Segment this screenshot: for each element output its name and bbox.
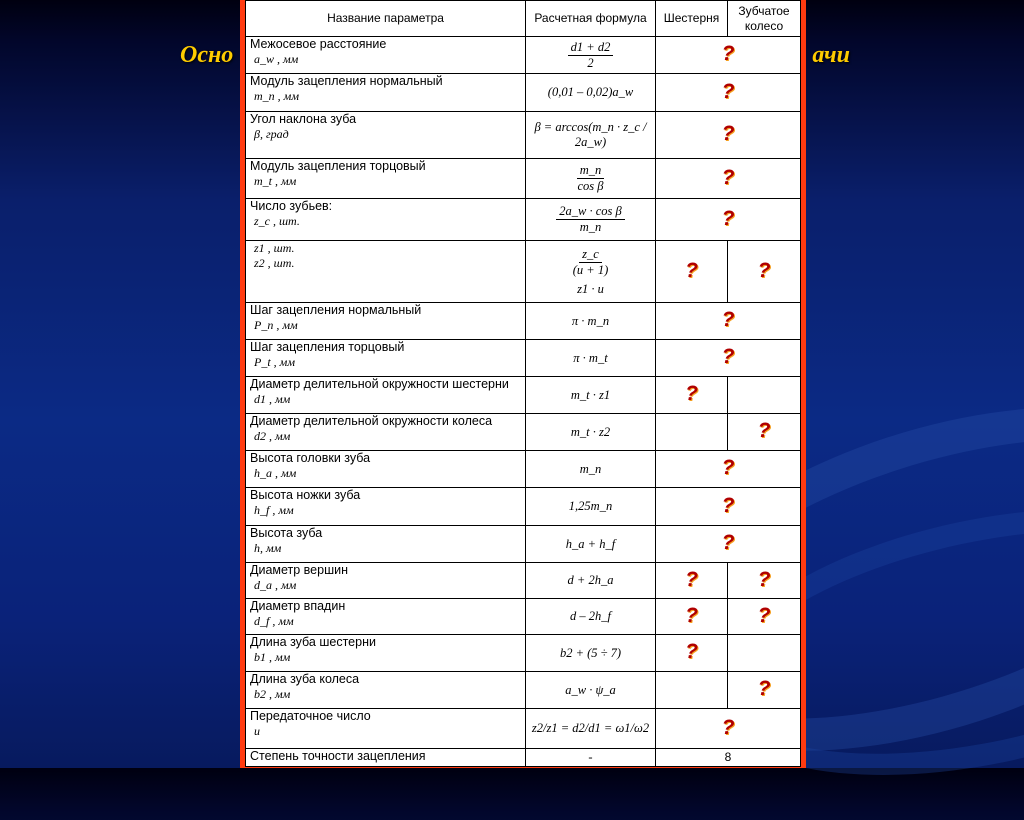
parameter-name: Модуль зацепления торцовый (250, 159, 426, 173)
parameter-cell (246, 159, 526, 199)
parameter-name: Диаметр вершин (250, 563, 348, 577)
formula-text: 1,25m_n (568, 499, 613, 513)
parameter-cell (246, 377, 526, 414)
parameter-unit: m_n , мм (254, 89, 299, 103)
answer-cell-gear (728, 672, 801, 709)
table-row (246, 199, 801, 241)
answer-cell-gear (728, 635, 801, 672)
formula-cell (526, 159, 656, 199)
parameter-cell (246, 709, 526, 749)
table-row (246, 112, 801, 159)
formula-fraction (573, 247, 609, 278)
formula-cell (526, 112, 656, 159)
formula-denominator: m_n (579, 220, 602, 234)
parameter-unit: β, град (254, 127, 289, 141)
slide-title-right: ачи (812, 42, 850, 68)
formula-numerator: 2a_w · cos β (556, 204, 624, 220)
parameters-sheet (240, 0, 806, 768)
parameter-cell (246, 488, 526, 526)
table-row (246, 635, 801, 672)
table-row (246, 749, 801, 767)
formula-text: b2 + (5 ÷ 7) (559, 645, 622, 660)
formula-numerator: d1 + d2 (568, 40, 614, 56)
formula-extra: z1 · u (577, 281, 604, 296)
question-mark-icon: ? (757, 258, 771, 282)
formula-cell (526, 451, 656, 488)
parameter-cell (246, 340, 526, 377)
formula-text: m_n (579, 461, 602, 476)
header-formula: Расчетная формула (526, 1, 656, 37)
formula-text: - (588, 750, 593, 764)
parameter-unit: b1 , мм (254, 650, 291, 664)
question-mark-icon: ? (757, 567, 771, 591)
parameter-cell (246, 112, 526, 159)
header-gear-wheel: Зубчатое колесо (728, 1, 801, 37)
parameter-name: Длина зуба шестерни (250, 635, 376, 649)
answer-cell-merged (656, 709, 801, 749)
parameter-unit: d2 , мм (254, 429, 291, 443)
formula-cell (526, 709, 656, 749)
answer-cell-pinion (656, 241, 728, 303)
answer-cell-gear (728, 599, 801, 635)
parameter-unit: z_c , шт. (254, 214, 300, 228)
answer-cell-merged (656, 199, 801, 241)
answer-cell-gear (728, 414, 801, 451)
parameter-cell (246, 37, 526, 74)
formula-cell (526, 635, 656, 672)
question-mark-icon: ? (685, 567, 698, 591)
table-row (246, 159, 801, 199)
table-row (246, 709, 801, 749)
parameter-cell (246, 526, 526, 563)
answer-cell-pinion (656, 635, 728, 672)
answer-cell-gear (728, 377, 801, 414)
header-parameter-name: Название параметра (246, 1, 526, 37)
formula-fraction (577, 163, 605, 194)
formula-text: π · m_t (573, 350, 608, 365)
slide-title-left: Осно (180, 42, 234, 68)
table-row (246, 241, 801, 303)
question-mark-icon: ? (757, 603, 771, 627)
formula-cell (526, 74, 656, 112)
parameter-unit: z2 , шт. (254, 256, 295, 270)
answer-cell-merged (656, 488, 801, 526)
parameter-cell (246, 563, 526, 599)
formula-cell (526, 241, 656, 303)
answer-cell-pinion (656, 599, 728, 635)
parameter-unit: b2 , мм (254, 687, 291, 701)
formula-cell (526, 526, 656, 563)
formula-text: m_t · z2 (570, 424, 611, 439)
table-row (246, 526, 801, 563)
question-mark-icon: ? (685, 258, 698, 282)
answer-cell-merged (656, 340, 801, 377)
formula-text: π · m_n (571, 313, 610, 328)
parameter-name: Диаметр делительной окружности колеса (250, 414, 493, 428)
parameter-name: Межосевое расстояние (250, 37, 387, 51)
table-row (246, 37, 801, 74)
formula-cell (526, 749, 656, 767)
table-row (246, 340, 801, 377)
gear-parameters-table (245, 0, 801, 767)
parameter-name: Диаметр делительной окружности шестерни (250, 377, 509, 391)
parameter-cell (246, 199, 526, 241)
parameter-name: Передаточное число (250, 709, 371, 723)
parameter-cell (246, 599, 526, 635)
parameter-unit: h_f , мм (254, 503, 294, 517)
parameter-name: Степень точности зацепления (250, 749, 426, 763)
answer-cell-gear (728, 241, 801, 303)
formula-cell (526, 563, 656, 599)
table-row (246, 451, 801, 488)
parameter-cell (246, 414, 526, 451)
parameter-unit: h, мм (254, 541, 282, 555)
answer-cell-merged (656, 303, 801, 340)
answer-cell-merged (656, 526, 801, 563)
parameter-unit: d_a , мм (254, 578, 297, 592)
answer-cell-merged (656, 112, 801, 159)
question-mark-icon: ? (721, 79, 735, 103)
question-mark-icon: ? (721, 715, 735, 739)
parameter-name: Шаг зацепления нормальный (250, 303, 422, 317)
parameter-cell (246, 303, 526, 340)
question-mark-icon: ? (721, 122, 735, 145)
formula-text: m_t · z1 (570, 387, 611, 402)
parameter-name: Число зубьев: (250, 199, 333, 213)
formula-numerator: m_n (577, 163, 605, 179)
question-mark-icon: ? (685, 640, 698, 663)
formula-denominator: (u + 1) (572, 262, 609, 277)
parameter-cell (246, 635, 526, 672)
table-row (246, 599, 801, 635)
formula-text: β = arccos(m_n · z_c / 2a_w) (534, 120, 647, 149)
table-row (246, 414, 801, 451)
formula-text: (0,01 – 0,02)a_w (547, 85, 634, 99)
answer-cell-pinion (656, 672, 728, 709)
formula-text: h_a + h_f (565, 536, 616, 551)
formula-cell (526, 340, 656, 377)
table-row (246, 74, 801, 112)
answer-cell-merged (656, 451, 801, 488)
answer-cell-pinion (656, 377, 728, 414)
header-pinion: Шестерня (656, 1, 728, 37)
parameter-name: Высота зуба (250, 526, 323, 540)
question-mark-icon: ? (721, 456, 735, 479)
formula-cell (526, 199, 656, 241)
formula-text: d – 2h_f (570, 609, 611, 623)
question-mark-icon: ? (721, 345, 735, 368)
answer-cell-merged (656, 37, 801, 74)
parameter-cell (246, 749, 526, 767)
formula-cell (526, 303, 656, 340)
parameter-cell (246, 74, 526, 112)
question-mark-icon: ? (721, 493, 735, 517)
formula-numerator: z_c (579, 247, 602, 263)
table-row (246, 672, 801, 709)
question-mark-icon: ? (721, 308, 735, 331)
parameter-unit: d1 , мм (254, 392, 291, 406)
parameter-name: Высота ножки зуба (250, 488, 361, 502)
question-mark-icon: ? (685, 382, 698, 405)
formula-cell (526, 599, 656, 635)
formula-cell (526, 414, 656, 451)
formula-denominator: cos β (577, 179, 604, 193)
parameter-cell (246, 241, 526, 303)
formula-denominator: 2 (587, 55, 594, 70)
parameter-name: Высота головки зуба (250, 451, 371, 465)
table-row (246, 488, 801, 526)
question-mark-icon: ? (721, 206, 735, 230)
formula-text: a_w · ψ_a (565, 682, 616, 697)
table-header-row (246, 1, 801, 37)
answer-cell-merged (656, 159, 801, 199)
parameter-name: Угол наклона зуба (250, 112, 357, 126)
parameter-name: Диаметр впадин (250, 599, 346, 613)
answer-cell-value (656, 749, 801, 767)
answer-cell-pinion (656, 414, 728, 451)
parameter-unit: h_a , мм (254, 466, 297, 480)
formula-cell (526, 672, 656, 709)
table-row (246, 563, 801, 599)
parameter-unit: P_t , мм (254, 355, 295, 369)
parameter-unit: d_f , мм (254, 614, 294, 628)
parameter-unit: a_w , мм (254, 52, 299, 66)
parameter-unit: P_n , мм (254, 318, 298, 332)
formula-cell (526, 377, 656, 414)
question-mark-icon: ? (721, 531, 735, 554)
answer-cell-gear (728, 563, 801, 599)
parameter-unit: m_t , мм (254, 174, 297, 188)
question-mark-icon: ? (685, 603, 698, 627)
parameter-name: Шаг зацепления торцовый (250, 340, 405, 354)
formula-fraction (568, 40, 614, 71)
question-mark-icon: ? (757, 677, 771, 700)
table-row (246, 303, 801, 340)
question-mark-icon: ? (721, 42, 735, 65)
parameter-unit: z1 , шт. (254, 241, 295, 255)
formula-cell (526, 37, 656, 74)
parameter-cell (246, 451, 526, 488)
formula-text: z2/z1 = d2/d1 = ω1/ω2 (531, 721, 650, 735)
answer-cell-pinion (656, 563, 728, 599)
question-mark-icon: ? (757, 419, 771, 442)
parameter-name: Модуль зацепления нормальный (250, 74, 443, 88)
answer-value: 8 (724, 750, 732, 764)
formula-text: d + 2h_a (567, 573, 614, 587)
parameter-name: Длина зуба колеса (250, 672, 360, 686)
parameter-cell (246, 672, 526, 709)
answer-cell-merged (656, 74, 801, 112)
parameter-unit: u (254, 724, 260, 738)
question-mark-icon: ? (721, 165, 735, 189)
formula-fraction (556, 204, 624, 235)
table-row (246, 377, 801, 414)
formula-cell (526, 488, 656, 526)
